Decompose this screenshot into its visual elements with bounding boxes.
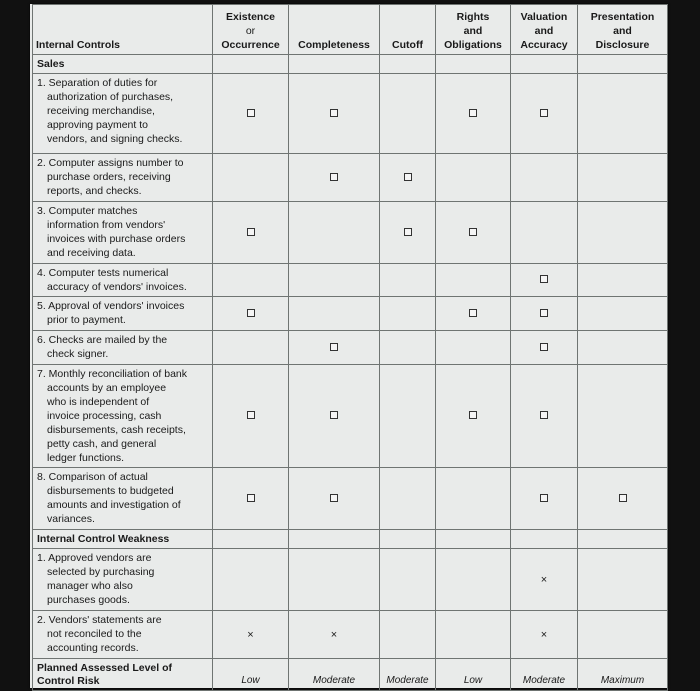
- control-description: [33, 202, 213, 264]
- checkbox-icon[interactable]: [540, 494, 548, 502]
- description-line: invoices with purchase orders: [47, 233, 186, 245]
- control-checkbox-cell: [213, 468, 289, 530]
- checkbox-icon[interactable]: [330, 343, 338, 351]
- empty-cell: [436, 264, 511, 297]
- empty-cell: [578, 297, 668, 331]
- control-checkbox-cell: [380, 202, 436, 264]
- control-row: [33, 74, 668, 154]
- empty-cell: [578, 74, 668, 154]
- checkbox-icon[interactable]: [469, 228, 477, 236]
- control-description: [33, 468, 213, 530]
- empty-cell: [380, 331, 436, 365]
- control-row: [33, 331, 668, 365]
- x-mark-icon: ×: [540, 628, 548, 641]
- checkbox-icon[interactable]: [540, 275, 548, 283]
- description-line: 1. Approved vendors are: [37, 552, 152, 564]
- empty-cell: [289, 297, 380, 331]
- header-rights-obligations: Rights and Obligations: [436, 5, 511, 55]
- description-line: reports, and checks.: [47, 185, 142, 197]
- risk-level-cell: Maximum: [578, 659, 668, 691]
- description-line: 6. Checks are mailed by the: [37, 334, 168, 346]
- description-line: accuracy of vendors' invoices.: [47, 281, 187, 293]
- weakness-mark-cell: [511, 549, 578, 611]
- control-description: [33, 365, 213, 468]
- control-checkbox-cell: [436, 74, 511, 154]
- empty-cell: [578, 202, 668, 264]
- empty-cell: [578, 154, 668, 202]
- empty-cell: [380, 530, 436, 549]
- empty-cell: [289, 549, 380, 611]
- description-line: 3. Computer matches: [37, 205, 138, 217]
- control-checkbox-cell: [511, 74, 578, 154]
- weakness-mark-cell: [213, 611, 289, 659]
- empty-cell: [213, 264, 289, 297]
- description-line: 2. Computer assigns number to: [37, 157, 184, 169]
- risk-level-cell: Moderate: [511, 659, 578, 691]
- description-line: approving payment to: [47, 119, 148, 131]
- control-risk-matrix: [32, 4, 668, 691]
- empty-cell: [511, 530, 578, 549]
- description-line: prior to payment.: [47, 314, 126, 326]
- control-row: [33, 264, 668, 297]
- checkbox-icon[interactable]: [469, 109, 477, 117]
- header-completeness: Completeness: [289, 5, 380, 55]
- description-line: variances.: [47, 513, 95, 525]
- empty-cell: [213, 154, 289, 202]
- checkbox-icon[interactable]: [330, 494, 338, 502]
- checkbox-icon[interactable]: [247, 228, 255, 236]
- description-line: who is independent of: [47, 396, 150, 408]
- x-mark-icon: ×: [330, 628, 338, 641]
- empty-cell: [436, 611, 511, 659]
- control-checkbox-cell: [436, 365, 511, 468]
- weakness-mark-cell: [511, 611, 578, 659]
- empty-cell: [436, 549, 511, 611]
- description-line: 5. Approval of vendors' invoices: [37, 300, 185, 312]
- control-checkbox-cell: [289, 331, 380, 365]
- description-line: accounts by an employee: [47, 382, 167, 394]
- description-line: amounts and investigation of: [47, 499, 181, 511]
- control-description: [33, 297, 213, 331]
- description-line: information from vendors': [47, 219, 166, 231]
- checkbox-icon[interactable]: [540, 309, 548, 317]
- control-row: [33, 202, 668, 264]
- control-checkbox-cell: [511, 264, 578, 297]
- x-mark-icon: ×: [540, 573, 548, 586]
- header-cutoff: Cutoff: [380, 5, 436, 55]
- checkbox-icon[interactable]: [540, 411, 548, 419]
- control-checkbox-cell: [436, 297, 511, 331]
- description-line: disbursements, cash receipts,: [47, 424, 186, 436]
- header-internal-controls: Internal Controls: [33, 5, 213, 55]
- empty-cell: [380, 74, 436, 154]
- empty-cell: [578, 611, 668, 659]
- description-line: 7. Monthly reconciliation of bank: [37, 368, 187, 380]
- description-line: authorization of purchases,: [47, 91, 174, 103]
- empty-cell: [213, 331, 289, 365]
- control-checkbox-cell: [511, 331, 578, 365]
- empty-cell: [213, 549, 289, 611]
- x-mark-icon: ×: [247, 628, 254, 641]
- control-row: [33, 297, 668, 331]
- checkbox-icon[interactable]: [619, 494, 627, 502]
- empty-cell: [578, 264, 668, 297]
- control-checkbox-cell: [578, 468, 668, 530]
- control-checkbox-cell: [213, 202, 289, 264]
- control-checkbox-cell: [289, 74, 380, 154]
- weakness-row: [33, 549, 668, 611]
- empty-cell: [578, 530, 668, 549]
- description-line: manager who also: [47, 580, 133, 592]
- checkbox-icon[interactable]: [330, 109, 338, 117]
- empty-cell: [380, 365, 436, 468]
- checkbox-icon[interactable]: [247, 309, 255, 317]
- empty-cell: [436, 331, 511, 365]
- risk-level-cell: Low: [436, 659, 511, 691]
- empty-cell: [380, 611, 436, 659]
- description-line: 1. Separation of duties for: [37, 77, 158, 89]
- section-row-sales: [33, 55, 668, 74]
- empty-cell: [289, 530, 380, 549]
- control-checkbox-cell: [511, 468, 578, 530]
- weakness-mark-cell: [289, 611, 380, 659]
- checkbox-icon[interactable]: [469, 309, 477, 317]
- planned-risk-row: [33, 659, 668, 691]
- control-checkbox-cell: [289, 365, 380, 468]
- checkbox-icon[interactable]: [330, 173, 338, 181]
- empty-cell: [380, 297, 436, 331]
- checkbox-icon[interactable]: [540, 109, 548, 117]
- checkbox-icon[interactable]: [247, 411, 255, 419]
- risk-level-cell: Moderate: [289, 659, 380, 691]
- control-checkbox-cell: [511, 297, 578, 331]
- control-row: [33, 154, 668, 202]
- control-checkbox-cell: [213, 74, 289, 154]
- risk-level-cell: Low: [213, 659, 289, 691]
- empty-cell: [436, 154, 511, 202]
- checkbox-icon[interactable]: [330, 411, 338, 419]
- control-description: [33, 264, 213, 297]
- description-line: and receiving data.: [47, 247, 136, 259]
- empty-cell: [578, 365, 668, 468]
- description-line: disbursements to budgeted: [47, 485, 174, 497]
- control-description: [33, 331, 213, 365]
- control-checkbox-cell: [380, 154, 436, 202]
- header-presentation-disclosure: Presentation and Disclosure: [578, 5, 668, 55]
- description-line: petty cash, and general: [47, 438, 157, 450]
- control-checkbox-cell: [436, 202, 511, 264]
- empty-cell: [380, 264, 436, 297]
- empty-cell: [436, 530, 511, 549]
- empty-cell: [289, 202, 380, 264]
- header-valuation-accuracy: Valuation and Accuracy: [511, 5, 578, 55]
- worksheet: [30, 4, 668, 688]
- description-line: purchase orders, receiving: [47, 171, 171, 183]
- description-line: vendors, and signing checks.: [47, 133, 183, 145]
- empty-cell: [578, 549, 668, 611]
- description-line: receiving merchandise,: [47, 105, 155, 117]
- checkbox-icon[interactable]: [404, 173, 412, 181]
- description-line: selected by purchasing: [47, 566, 155, 578]
- risk-level-cell: Moderate: [380, 659, 436, 691]
- checkbox-icon[interactable]: [469, 411, 477, 419]
- section-label-planned-risk: [33, 659, 213, 691]
- weakness-description: [33, 549, 213, 611]
- checkbox-icon[interactable]: [404, 228, 412, 236]
- checkbox-icon[interactable]: [247, 109, 255, 117]
- empty-cell: [511, 202, 578, 264]
- checkbox-icon[interactable]: [540, 343, 548, 351]
- checkbox-icon[interactable]: [247, 494, 255, 502]
- header-row: [33, 5, 668, 55]
- section-label-weakness: Internal Control Weakness: [33, 530, 213, 549]
- description-line: accounting records.: [47, 642, 139, 654]
- weakness-row: [33, 611, 668, 659]
- description-line: not reconciled to the: [47, 628, 142, 640]
- empty-cell: [380, 549, 436, 611]
- control-description: [33, 154, 213, 202]
- control-checkbox-cell: [289, 154, 380, 202]
- empty-cell: [380, 468, 436, 530]
- weakness-description: [33, 611, 213, 659]
- planned-risk-label: Planned Assessed Level of Control Risk: [37, 661, 172, 687]
- control-checkbox-cell: [213, 297, 289, 331]
- section-label-sales: Sales: [33, 55, 213, 74]
- description-line: check signer.: [47, 348, 109, 360]
- empty-cell: [578, 331, 668, 365]
- header-existence-occurrence: Existence or Occurrence: [213, 5, 289, 55]
- empty-cell: [213, 530, 289, 549]
- description-line: 8. Comparison of actual: [37, 471, 148, 483]
- control-checkbox-cell: [511, 365, 578, 468]
- control-description: [33, 74, 213, 154]
- control-checkbox-cell: [289, 468, 380, 530]
- description-line: purchases goods.: [47, 594, 130, 606]
- empty-cell: [289, 264, 380, 297]
- description-line: 2. Vendors' statements are: [37, 614, 162, 626]
- control-checkbox-cell: [213, 365, 289, 468]
- description-line: ledger functions.: [47, 452, 125, 464]
- control-row: [33, 365, 668, 468]
- description-line: invoice processing, cash: [47, 410, 162, 422]
- empty-cell: [436, 468, 511, 530]
- section-row-weakness: [33, 530, 668, 549]
- control-row: [33, 468, 668, 530]
- description-line: 4. Computer tests numerical: [37, 267, 169, 279]
- empty-cell: [511, 154, 578, 202]
